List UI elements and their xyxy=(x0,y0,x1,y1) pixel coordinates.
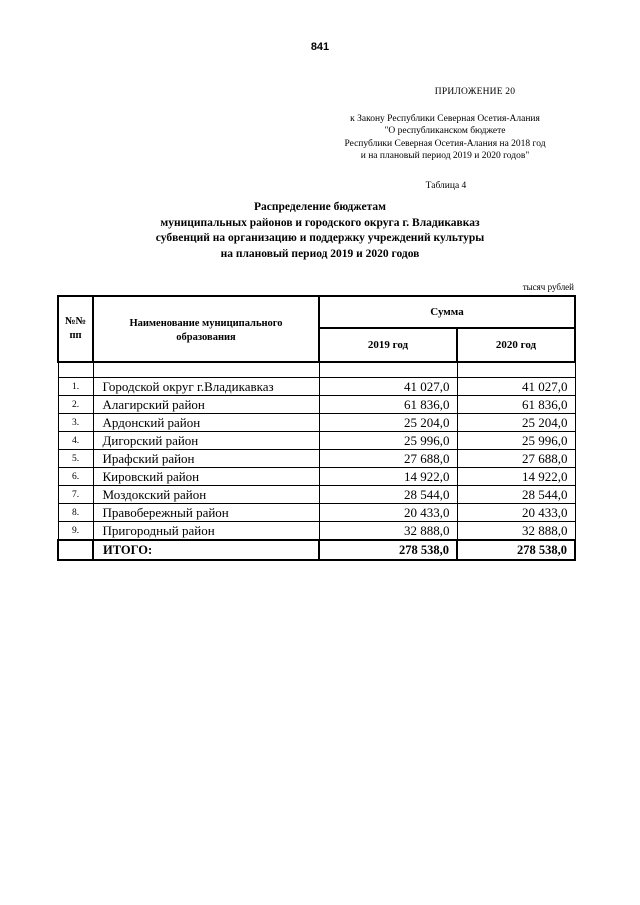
row-name: Кировский район xyxy=(93,468,319,486)
header-num-line2: пп xyxy=(69,330,82,341)
row-num: 5. xyxy=(58,450,93,468)
document-title xyxy=(90,200,550,262)
row-value-2019: 20 433,0 xyxy=(319,504,457,522)
budget-table xyxy=(57,295,576,561)
header-num-line1: №№ xyxy=(64,316,87,327)
table-body xyxy=(58,378,575,541)
table-row xyxy=(58,522,575,541)
table-row xyxy=(58,396,575,414)
row-value-2020: 32 888,0 xyxy=(457,522,575,541)
total-num xyxy=(58,540,93,560)
header-sum: Сумма xyxy=(319,296,575,328)
total-2020: 278 538,0 xyxy=(457,540,575,560)
table-row xyxy=(58,486,575,504)
row-num: 8. xyxy=(58,504,93,522)
row-value-2019: 27 688,0 xyxy=(319,450,457,468)
appendix-line: Республики Северная Осетия-Алания на 2018 год xyxy=(344,138,546,149)
row-name: Пригородный район xyxy=(93,522,319,541)
row-value-2019: 25 204,0 xyxy=(319,414,457,432)
row-name: Алагирский район xyxy=(93,396,319,414)
title-line: субвенций на организацию и поддержку учреждений культуры xyxy=(155,232,485,244)
title-line: на плановый период 2019 и 2020 годов xyxy=(220,247,420,260)
row-value-2020: 20 433,0 xyxy=(457,504,575,522)
header-name-line1: Наименование муниципального xyxy=(129,318,283,329)
row-value-2019: 25 996,0 xyxy=(319,432,457,450)
row-value-2020: 25 204,0 xyxy=(457,414,575,432)
table-row xyxy=(58,450,575,468)
row-name: Городской округ г.Владикавказ xyxy=(93,378,319,396)
header-row xyxy=(58,296,575,328)
row-name: Ирафский район xyxy=(93,450,319,468)
row-num: 6. xyxy=(58,468,93,486)
table-row xyxy=(58,378,575,396)
table-row xyxy=(58,504,575,522)
row-name: Ардонский район xyxy=(93,414,319,432)
header-year-2019: 2019 год xyxy=(319,328,457,362)
row-num: 1. xyxy=(58,378,93,396)
appendix-lines xyxy=(300,113,590,163)
header-name xyxy=(93,296,319,362)
page-number: 841 xyxy=(310,41,330,53)
row-value-2019: 14 922,0 xyxy=(319,468,457,486)
appendix-block xyxy=(300,86,590,163)
appendix-line: к Закону Республики Северная Осетия-Алания xyxy=(350,113,540,124)
row-name: Дигорский район xyxy=(93,432,319,450)
appendix-line: "О республиканском бюджете xyxy=(384,126,506,136)
header-num xyxy=(58,296,93,362)
header-name-line2: образования xyxy=(176,332,236,343)
row-value-2020: 41 027,0 xyxy=(457,378,575,396)
row-value-2020: 14 922,0 xyxy=(457,468,575,486)
row-num: 3. xyxy=(58,414,93,432)
total-row xyxy=(58,540,575,560)
appendix-title: ПРИЛОЖЕНИЕ 20 xyxy=(434,87,516,97)
row-num: 2. xyxy=(58,396,93,414)
table-row xyxy=(58,414,575,432)
row-name: Правобережный район xyxy=(93,504,319,522)
table-label: Таблица 4 xyxy=(425,181,467,191)
row-value-2019: 41 027,0 xyxy=(319,378,457,396)
row-value-2019: 32 888,0 xyxy=(319,522,457,541)
total-2019: 278 538,0 xyxy=(319,540,457,560)
spacer-row xyxy=(58,362,575,378)
row-num: 4. xyxy=(58,432,93,450)
units-label: тысяч рублей xyxy=(522,282,574,292)
row-value-2020: 61 836,0 xyxy=(457,396,575,414)
row-num: 9. xyxy=(58,522,93,541)
row-value-2019: 61 836,0 xyxy=(319,396,457,414)
title-line: Распределение бюджетам xyxy=(254,201,386,213)
row-value-2020: 28 544,0 xyxy=(457,486,575,504)
row-value-2020: 25 996,0 xyxy=(457,432,575,450)
table-row xyxy=(58,468,575,486)
row-num: 7. xyxy=(58,486,93,504)
appendix-line: и на плановый период 2019 и 2020 годов" xyxy=(360,151,530,161)
row-value-2020: 27 688,0 xyxy=(457,450,575,468)
header-year-2020: 2020 год xyxy=(457,328,575,362)
table-row xyxy=(58,432,575,450)
total-label: ИТОГО: xyxy=(93,540,319,560)
row-name: Моздокский район xyxy=(93,486,319,504)
row-value-2019: 28 544,0 xyxy=(319,486,457,504)
title-line: муниципальных районов и городского округа г. Владикавказ xyxy=(160,216,480,229)
